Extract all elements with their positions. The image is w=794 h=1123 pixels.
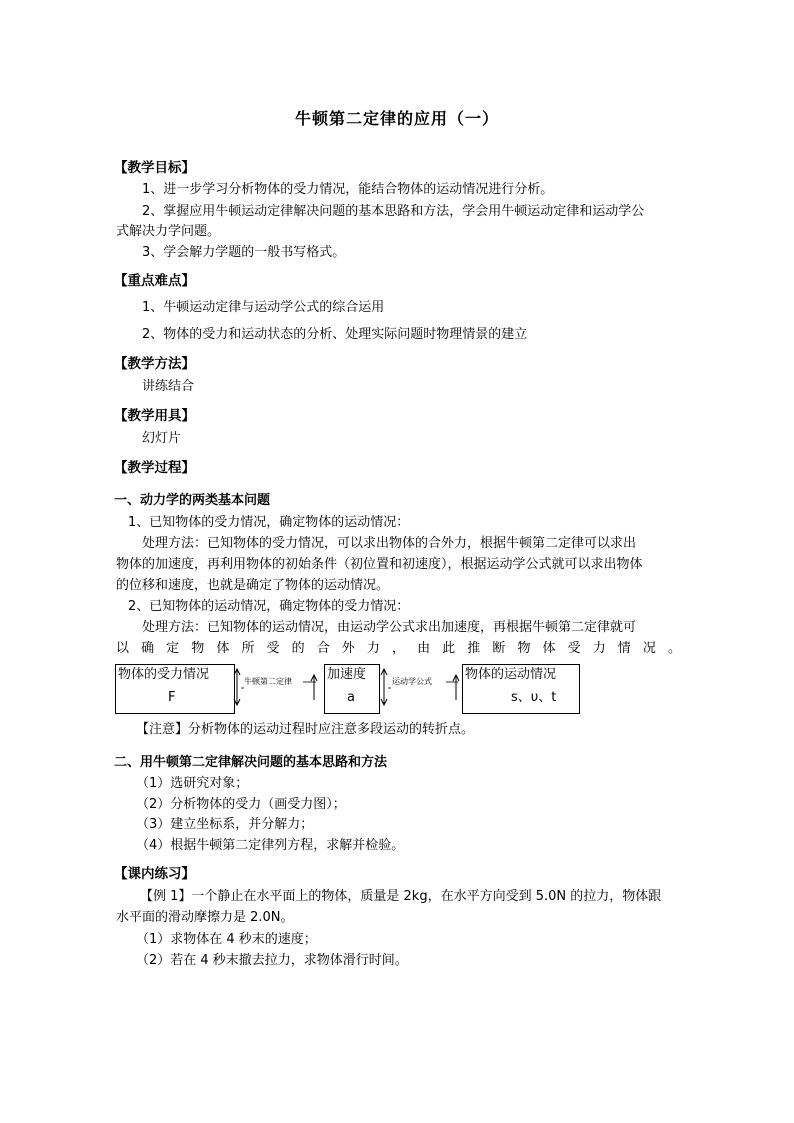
part2-heading: 二、用牛顿第二定律解决问题的基本思路和方法 (114, 755, 388, 770)
process-heading: 【教学过程】 (114, 460, 195, 476)
step-4: （4）根据牛顿第二定律列方程，求解并检验。 (136, 838, 405, 853)
example1-line1: 【例 1】一个静止在水平面上的物体，质量是 2kg，在水平方向受到 5.0N 的拉力，物体跟 (140, 889, 662, 904)
step-1: （1）选研究对象； (136, 776, 249, 791)
page-title: 牛顿第二定律的应用（一） (294, 109, 499, 128)
part1-heading: 一、动力学的两类基本问题 (114, 493, 271, 508)
box-force-symbol: F (168, 690, 176, 705)
key-point-1: 1、牛顿运动定律与运动学公式的综合运用 (142, 300, 385, 315)
example1-line2: 水平面的滑动摩擦力是 2.0N。 (116, 910, 294, 925)
box-acceleration-symbol: a (347, 690, 355, 705)
key-point-2: 2、物体的受力和运动状态的分析、处理实际问题时物理情景的建立 (142, 327, 528, 342)
method2-line2: 以确定物体所受的合外力，由此推断物体受力情况。 (116, 641, 681, 656)
method1-line3: 的位移和速度，也就是确定了物体的运动情况。 (116, 578, 390, 593)
double-arrow-1 (234, 669, 317, 705)
objective-item-2: 2、掌握应用牛顿运动定律解决问题的基本思路和方法，学会用牛顿运动定律和运动学公 (142, 204, 645, 219)
method-text: 讲练结合 (142, 379, 195, 394)
key-points-heading: 【重点难点】 (114, 273, 195, 289)
box-motion-symbols: s、υ、t (511, 690, 557, 705)
objectives-heading: 【教学目标】 (114, 160, 195, 176)
method2-line1: 处理方法：已知物体的运动情况，由运动学公式求出加速度，再根据牛顿第二定律就可 (142, 620, 637, 635)
tools-heading: 【教学用具】 (114, 408, 195, 424)
double-arrow-2 (381, 669, 459, 705)
note-text: 【注意】分析物体的运动过程时应注意多段运动的转折点。 (136, 722, 475, 737)
step-3: （3）建立坐标系，并分解力； (136, 817, 314, 832)
tools-text: 幻灯片 (142, 431, 182, 446)
example1-sub-2: （2）若在 4 秒末撤去拉力，求物体滑行时间。 (136, 953, 408, 968)
arrow2-label: 运动学公式 (392, 677, 432, 686)
step-2: （2）分析物体的受力（画受力图）； (136, 797, 346, 812)
practice-heading: 【课内练习】 (114, 866, 195, 882)
method1-line1: 处理方法：已知物体的受力情况，可以求出物体的合外力，根据牛顿第二定律可以求出 (142, 536, 637, 551)
box-force-label: 物体的受力情况 (118, 667, 210, 682)
objective-item-3: 3、学会解力学题的一般书写格式。 (142, 245, 346, 260)
method1-line2: 物体的加速度，再利用物体的初始条件（初位置和初速度），根据运动学公式就可以求出物体 (116, 557, 643, 572)
box-acceleration-label: 加速度 (327, 667, 367, 682)
example1-sub-1: （1）求物体在 4 秒末的速度； (136, 932, 317, 947)
part1-question-1: 1、已知物体的受力情况，确定物体的运动情况： (128, 515, 410, 530)
objective-item-1: 1、进一步学习分析物体的受力情况，能结合物体的运动情况进行分析。 (142, 182, 554, 197)
method-heading: 【教学方法】 (114, 356, 195, 372)
part1-question-2: 2、已知物体的运动情况，确定物体的受力情况： (128, 599, 410, 614)
box-motion-label: 物体的运动情况 (465, 667, 557, 682)
arrow1-label: 牛顿第二定律 (244, 677, 292, 686)
objective-item-2-cont: 式解决力学问题。 (116, 224, 221, 239)
